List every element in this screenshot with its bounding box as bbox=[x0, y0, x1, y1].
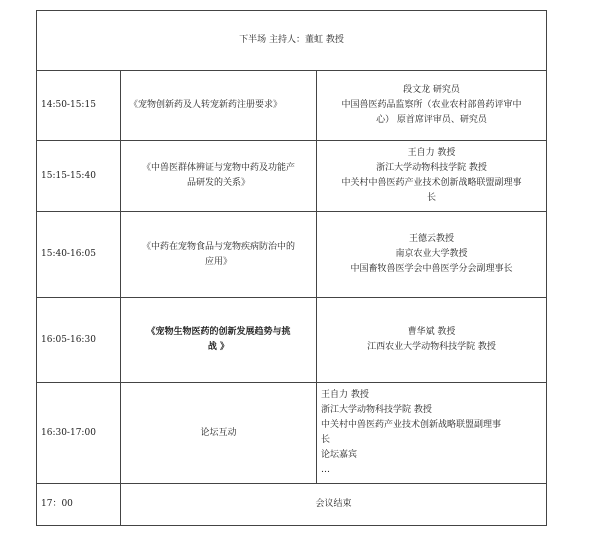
topic-line: 《宠物创新药及人转宠新药注册要求》 bbox=[129, 100, 283, 110]
table-row bbox=[37, 141, 547, 212]
header-row bbox=[37, 11, 547, 71]
table-row bbox=[37, 71, 547, 141]
closing-row bbox=[37, 484, 547, 526]
table-row bbox=[37, 383, 547, 484]
speaker-line: 论坛嘉宾 bbox=[321, 450, 358, 460]
speaker-line: 长 bbox=[321, 435, 331, 445]
topic-line: 论坛互动 bbox=[200, 427, 237, 438]
time-slot: 16:30-17:00 bbox=[37, 383, 121, 484]
session-host-header: 下半场 主持人：董虹 教授 bbox=[37, 11, 547, 71]
time-slot: 14:50-15:15 bbox=[37, 71, 121, 141]
topic-cell bbox=[121, 212, 317, 298]
topic-cell bbox=[121, 71, 317, 141]
speaker-line: 中国畜牧兽医学会中兽医学分会副理事长 bbox=[350, 264, 513, 274]
topic-line: 品研发的关系》 bbox=[186, 178, 250, 188]
topic-line: 《中药在宠物食品与宠物疾病防治中的 bbox=[141, 241, 295, 252]
closing-time: 17：00 bbox=[37, 484, 121, 526]
speaker-line: 王自力 教授 bbox=[407, 148, 456, 158]
schedule-table bbox=[36, 10, 547, 526]
speaker-line: 曹华斌 教授 bbox=[407, 327, 456, 337]
speaker-line: 浙江大学动物科技学院 教授 bbox=[376, 163, 487, 173]
speaker-cell bbox=[317, 383, 547, 484]
time-slot: 15:40-16:05 bbox=[37, 212, 121, 298]
topic-line: 战 》 bbox=[207, 342, 230, 352]
speaker-line: 中国兽医药品监察所（农业农村部兽药评审中 bbox=[341, 100, 522, 110]
topic-line: 《宠物生物医药的创新发展趋势与挑 bbox=[146, 327, 291, 337]
topic-cell bbox=[121, 383, 317, 484]
time-slot: 16:05-16:30 bbox=[37, 298, 121, 383]
speaker-cell bbox=[317, 141, 547, 212]
speaker-line: 王德云教授 bbox=[409, 234, 455, 244]
closing-label: 会议结束 bbox=[121, 484, 547, 526]
topic-line: 应用》 bbox=[204, 256, 232, 267]
topic-line: 《中兽医群体辨证与宠物中药及功能产 bbox=[141, 163, 295, 173]
topic-cell bbox=[121, 141, 317, 212]
speaker-cell bbox=[317, 212, 547, 298]
speaker-line: 长 bbox=[427, 193, 437, 203]
time-slot: 15:15-15:40 bbox=[37, 141, 121, 212]
speaker-line: 心） 原首席评审员、研究员 bbox=[376, 115, 487, 125]
speaker-line: 中关村中兽医药产业技术创新战略联盟副理事 bbox=[321, 420, 502, 430]
speaker-line: 王自力 教授 bbox=[321, 390, 369, 400]
speaker-line: 南京农业大学教授 bbox=[395, 249, 468, 259]
speaker-line: 中关村中兽医药产业技术创新战略联盟副理事 bbox=[341, 178, 522, 188]
table-row bbox=[37, 298, 547, 383]
topic-cell bbox=[121, 298, 317, 383]
speaker-line: 段文龙 研究员 bbox=[403, 85, 460, 95]
speaker-line: … bbox=[321, 465, 330, 475]
speaker-line: 江西农业大学动物科技学院 教授 bbox=[367, 342, 496, 352]
speaker-cell bbox=[317, 298, 547, 383]
speaker-line: 浙江大学动物科技学院 教授 bbox=[321, 405, 432, 415]
speaker-cell bbox=[317, 71, 547, 141]
table-row bbox=[37, 212, 547, 298]
